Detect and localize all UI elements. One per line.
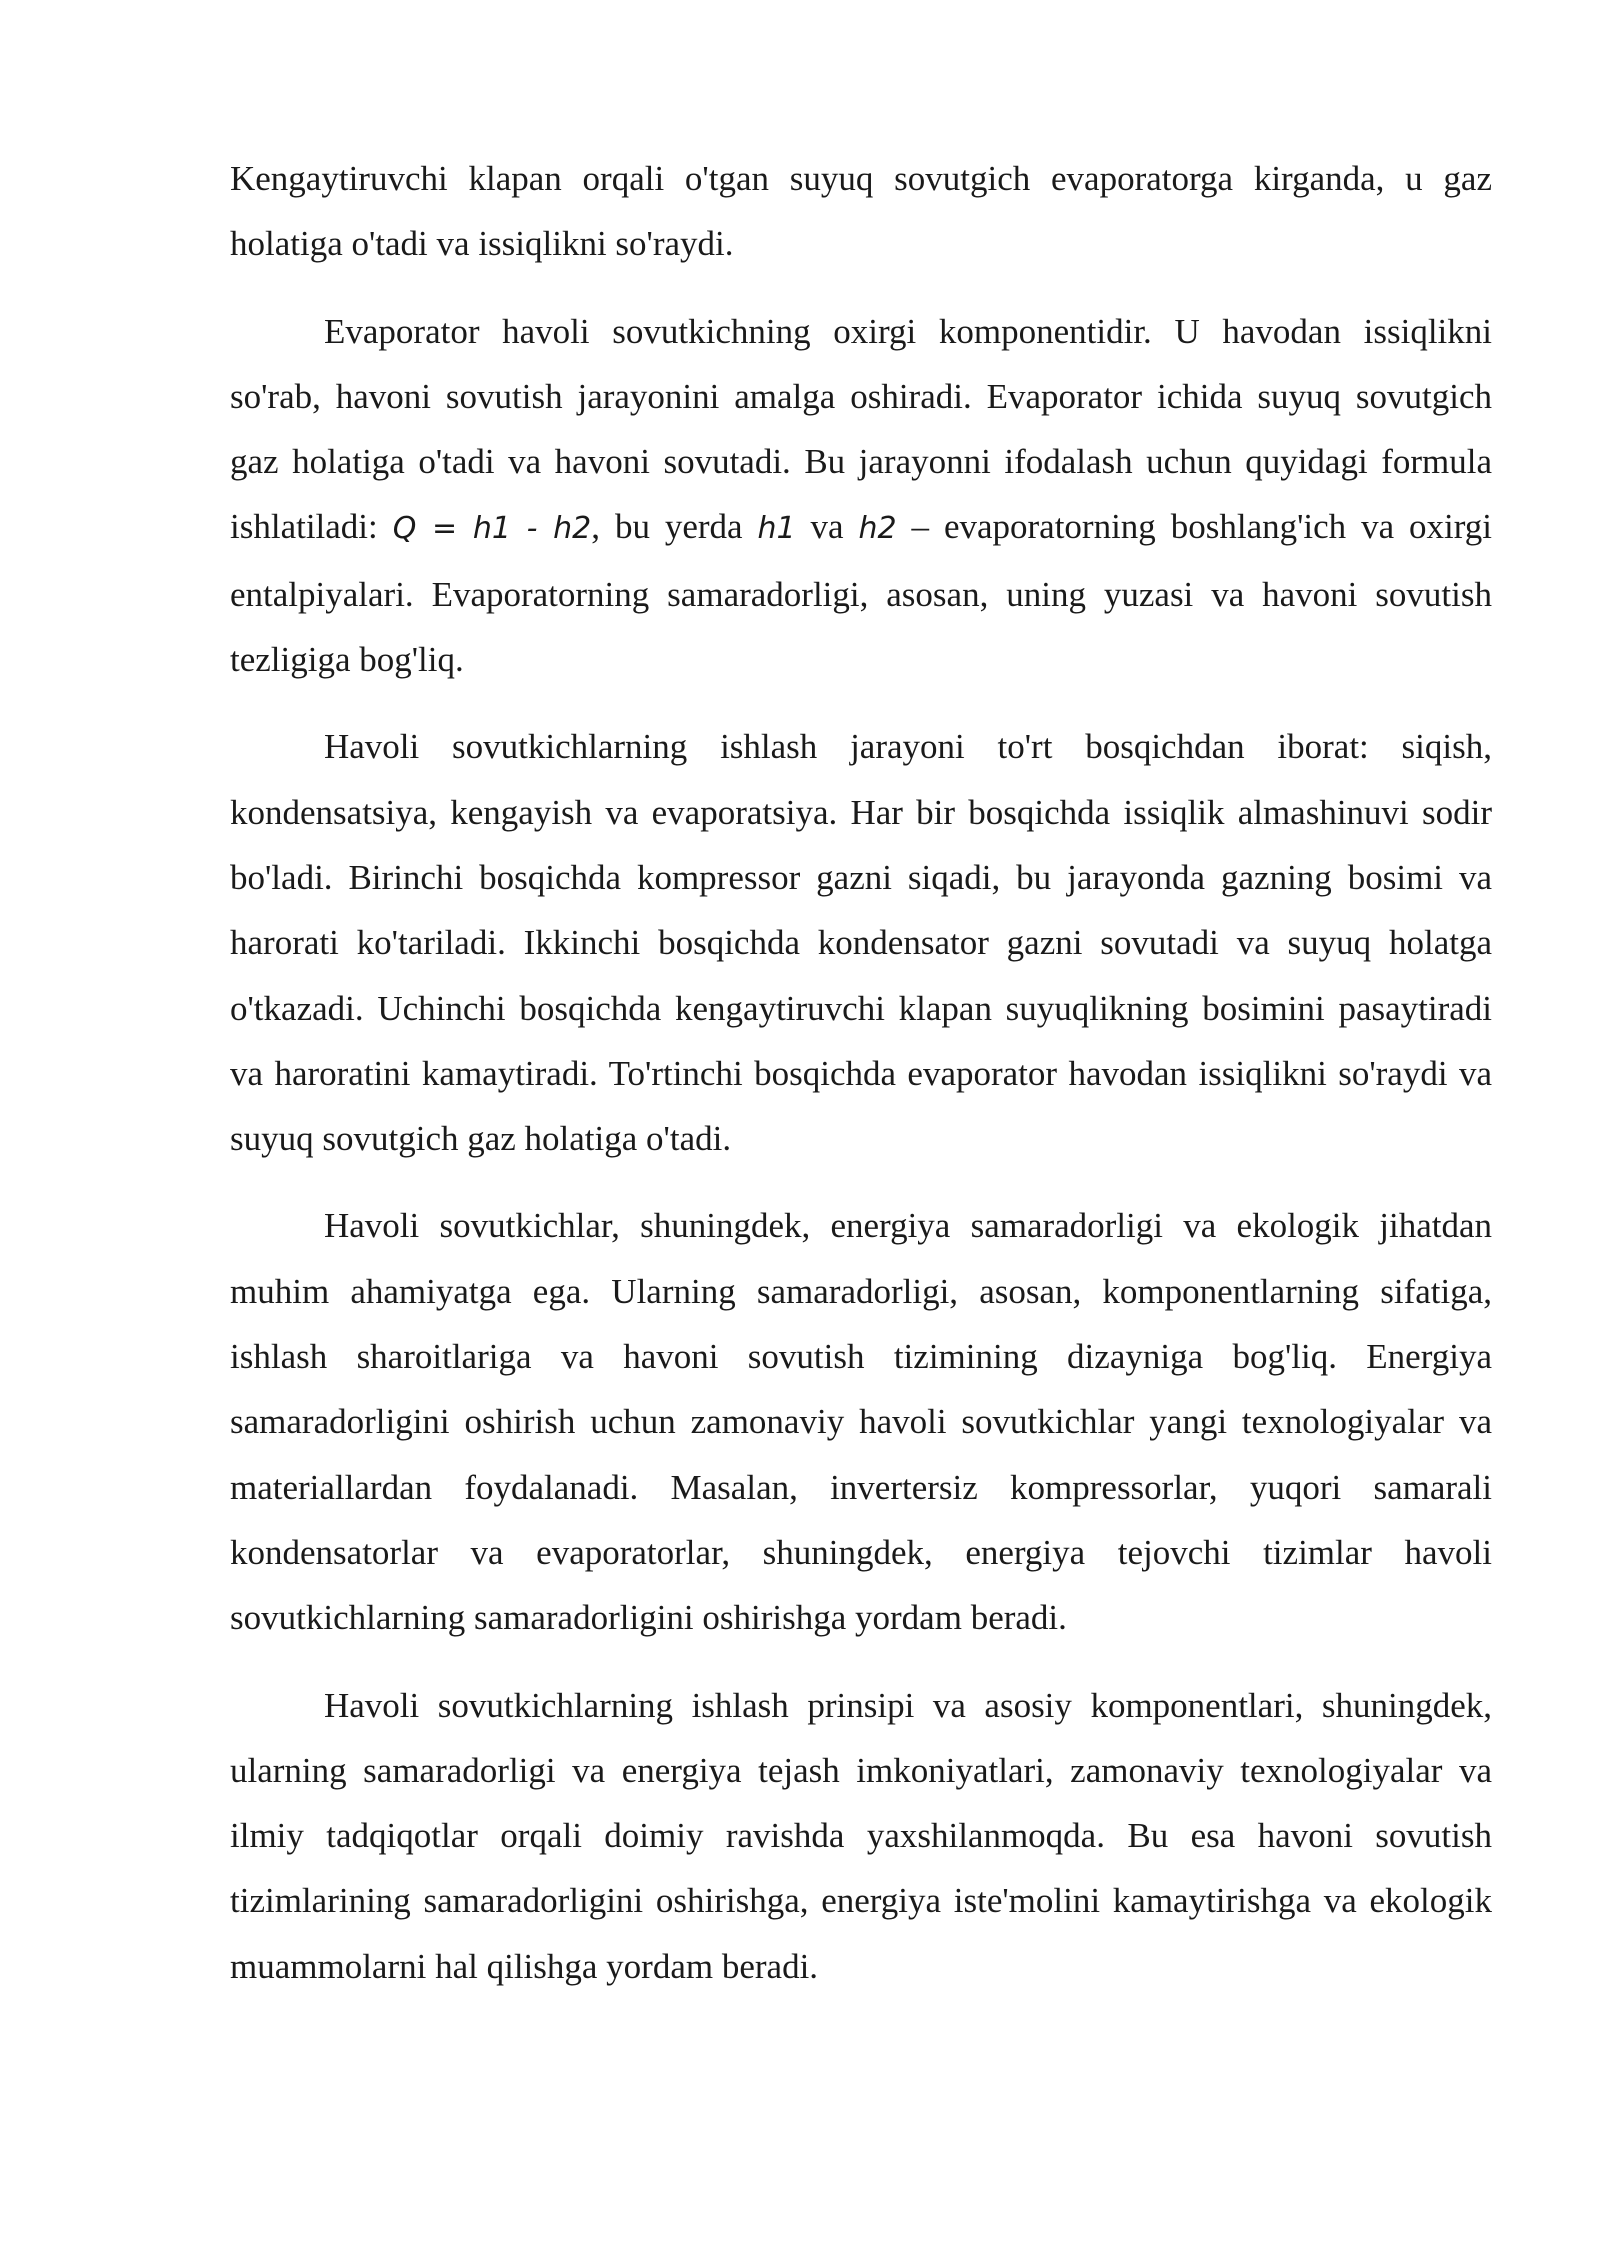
paragraph-3: Havoli sovutkichlarning ishlash jarayoni to'rt bosqichdan iborat: siqish, kondensatsiya, kengayish va evaporatsiya. Har bir bosqichda issiqlik almashinuvi sodir bo'ladi. Birinchi bosqichda kompressor gazni siqadi, bu jarayonda gazning bosimi va harorati ko'tariladi. Ikkinchi bosqichda kondensator gazni sovutadi va suyuq holatga o'tkazadi. Uchinchi bosqichda kengaytiruvchi klapan suyuqlikning bosimini pasaytiradi va haroratini kamaytiradi. To'rtinchi bosqichda evaporator havodan issiqlikni so'raydi va suyuq sovutgich gaz holatiga o'tadi. [230,727,1492,1159]
paragraph-4: Havoli sovutkichlar, shuningdek, energiya samaradorligi va ekologik jihatdan muhim ahamiyatga ega. Ularning samaradorligi, asosan, komponentlarning sifatiga, ishlash sharoitlariga va havoni sovutish tizimining dizayniga bog'liq. Energiya samaradorligini oshirish uchun zamonaviy havoli sovutkichlar yangi texnologiyalar va materiallardan foydalanadi. Masalan, invertersiz kompressorlar, yuqori samarali kondensatorlar va evaporatorlar, shuningdek, energiya tejovchi tizimlar havoli sovutkichlarning samaradorligini oshirishga yordam beradi. [230,1206,1492,1638]
paragraph-2-text-between: , bu yerda [591,507,758,547]
paragraph-2 [230,299,1492,693]
document-body [230,146,1492,2021]
variable-h1: h1 [757,511,796,547]
paragraph-2-text-and: va [795,507,859,547]
paragraph-2-text-end: – evaporatorning boshlang'ich va oxirgi entalpiyalari. Evaporatorning samaradorligi, asosan, uning yuzasi va havoni sovutish tezligiga bog'liq. [230,507,1493,680]
enthalpy-formula: Q = h1 - h2 [392,511,592,547]
variable-h2: h2 [858,511,897,547]
paragraph-1: Kengaytiruvchi klapan orqali o'tgan suyuq sovutgich evaporatorga kirganda, u gaz holatiga o'tadi va issiqlikni so'raydi. [230,159,1492,264]
paragraph-2-text-start: Evaporator havoli sovutkichning oxirgi komponentidir. U havodan issiqlikni so'rab, havoni sovutish jarayonini amalga oshiradi. Evaporator ichida suyuq sovutgich gaz holatiga o'tadi va havoni sovutadi. Bu jarayonni ifodalash uchun quyidagi formula ishlatiladi: [230,311,1492,547]
paragraph-5: Havoli sovutkichlarning ishlash prinsipi va asosiy komponentlari, shuningdek, ularning samaradorligi va energiya tejash imkoniyatlari, zamonaviy texnologiyalar va ilmiy tadqiqotlar orqali doimiy ravishda yaxshilanmoqda. Bu esa havoni sovutish tizimlarining samaradorligini oshirishga, energiya iste'molini kamaytirishga va ekologik muammolarni hal qilishga yordam beradi. [230,1685,1492,1986]
